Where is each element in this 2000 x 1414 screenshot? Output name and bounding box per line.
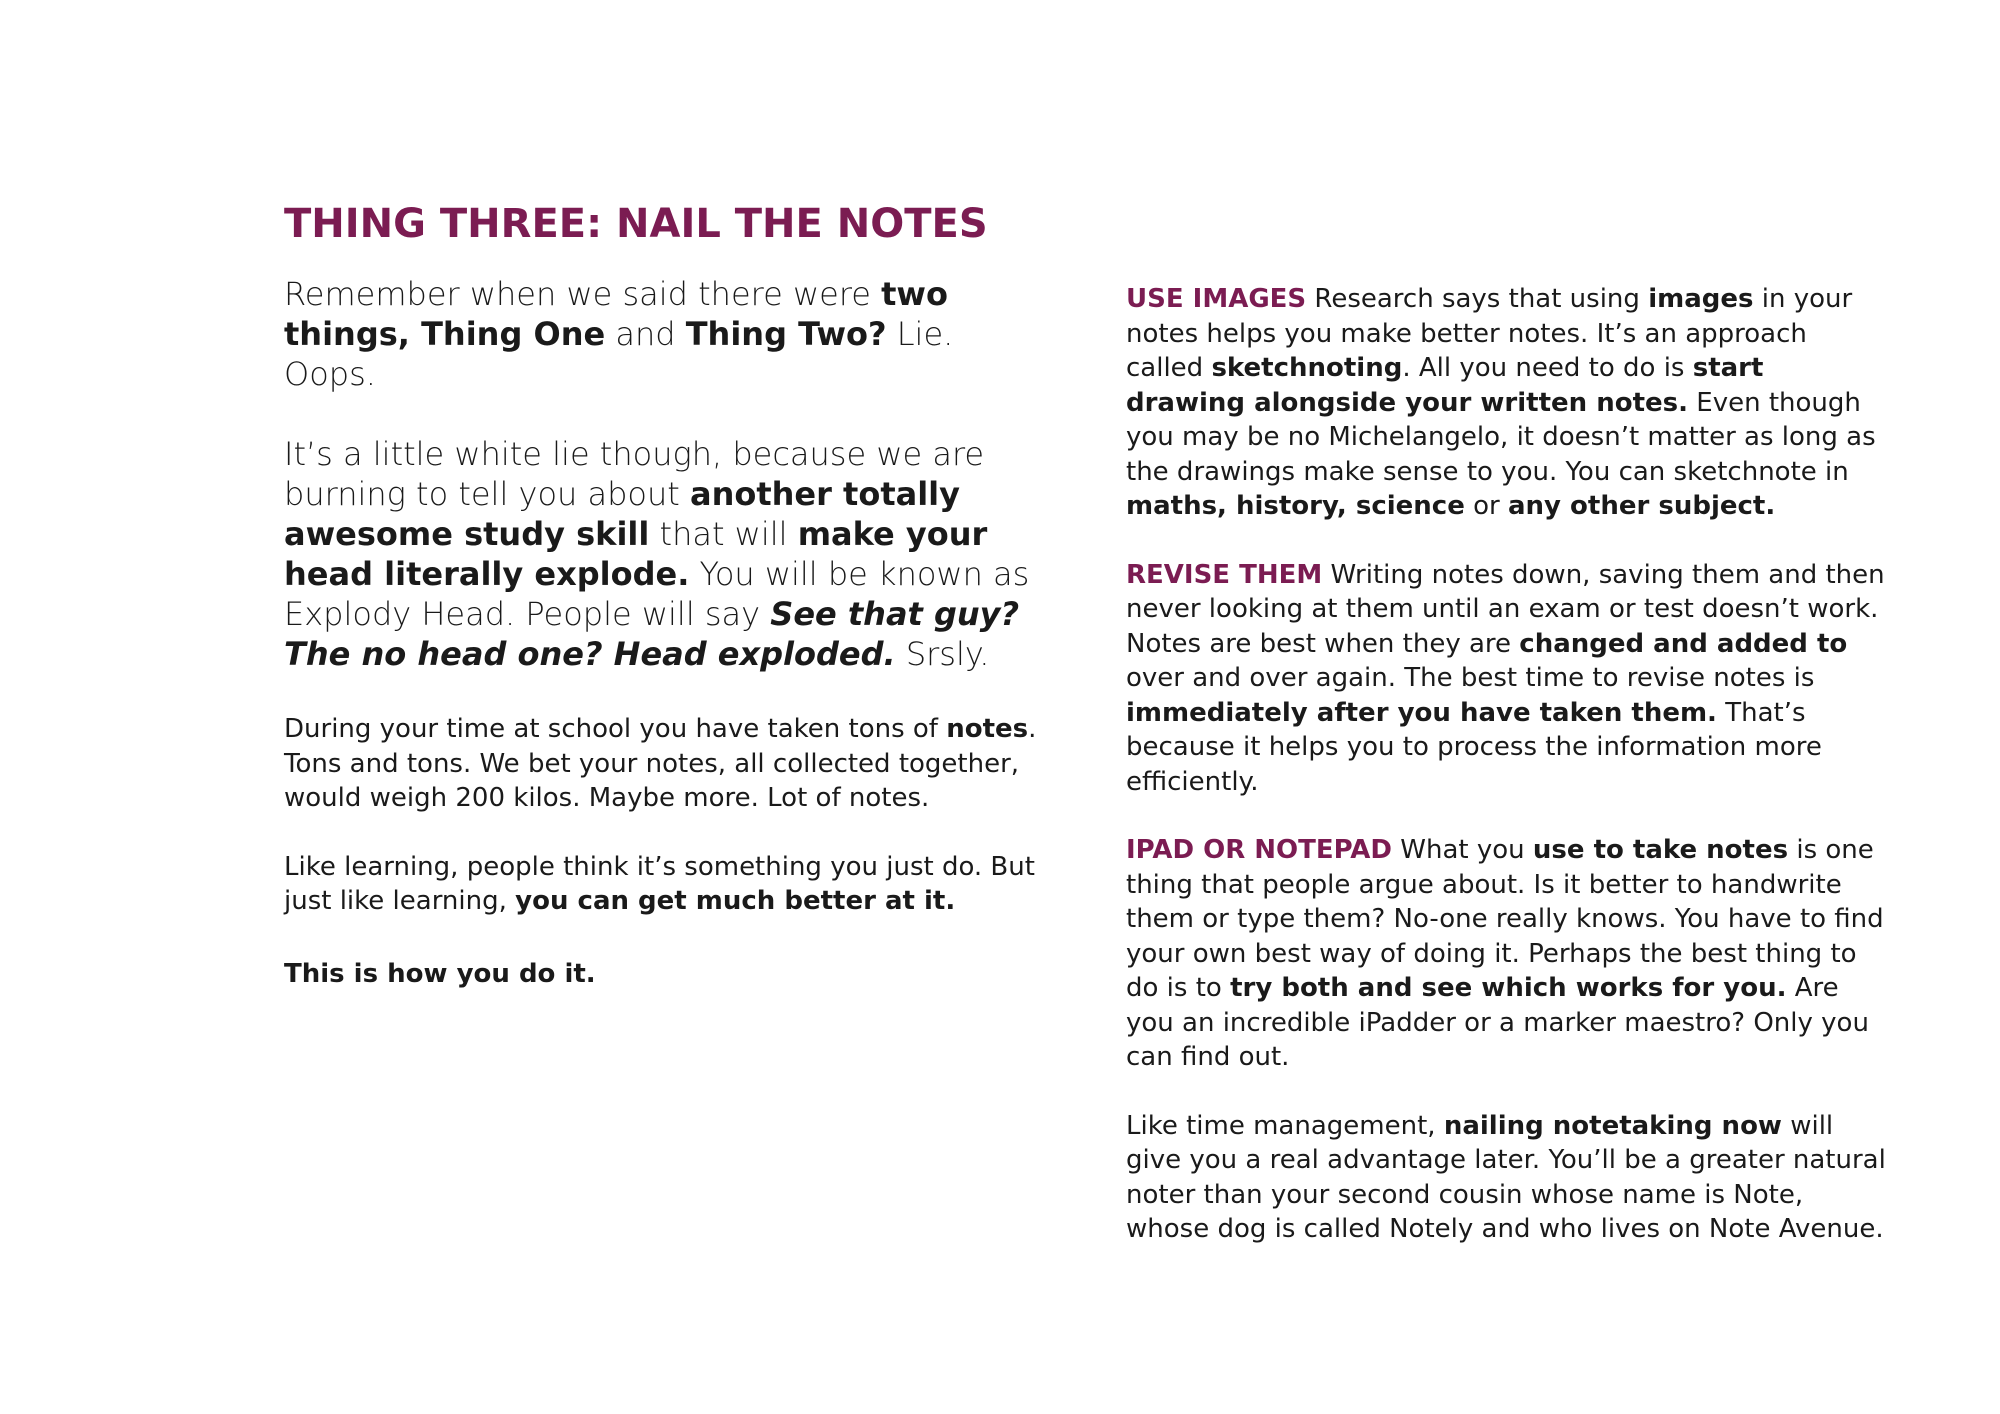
bold-segment: start drawing alongside your written notes. — [1126, 353, 1764, 418]
intro-paragraph — [284, 274, 1044, 394]
text-segment: You can sketchnote — [1565, 456, 1817, 487]
text-segment: in your notes helps you make better notes. It’s an approach called — [1126, 284, 1853, 383]
section-heading: REVISE THEM — [1126, 559, 1323, 590]
text-segment: . Tons and tons. We bet your notes, all collected together, would weigh 200 kilos. Maybe more. Lot of notes. — [284, 714, 1037, 813]
text-segment: will give you a real advantage later. You’ll be a greater natural noter than your second cousin whose name is Note, whose dog is called Notely and who lives on Note Avenue. — [1126, 1110, 1886, 1244]
text-segment: During your time at school you have taken tons of — [284, 714, 947, 744]
text-segment: It’s a little white lie though, because we are burning to tell you about — [284, 435, 985, 513]
bold-segment: any other subject. — [1507, 491, 1776, 521]
text-segment: What you — [1392, 835, 1533, 865]
text-segment: is one thing that people argue about. Is it better to handwrite them or type them? No-one really knows. You have to find your own best way of doing it. Perhaps the best thing to do is to — [1126, 835, 1884, 1003]
text-segment: over and over again. The best time to revise notes is — [1126, 663, 1815, 693]
revise-them-section — [1126, 558, 1886, 800]
bold-segment: try both and see which works for you. — [1230, 973, 1787, 1003]
bold-segment: you can get much better at it. — [515, 886, 956, 916]
section-heading: IPAD OR NOTEPAD — [1126, 835, 1393, 865]
bold-segment: nailing notetaking now — [1443, 1110, 1782, 1141]
bold-segment: changed and added to — [1519, 628, 1848, 659]
text-segment: Even though you may be no Michelangelo, it doesn’t matter as long as the drawings make sense to you. — [1126, 387, 1876, 487]
bold-segment: immediately after you have taken them. — [1126, 697, 1717, 728]
text-segment: Writing notes down, saving them and then never looking at them until an exam or test doesn’t work. Notes are best when they are — [1126, 559, 1885, 659]
bold-italic-segment: See that guy? The no head one? Head exploded. — [284, 595, 1020, 673]
left-column — [284, 274, 1044, 991]
text-segment: that will — [649, 515, 798, 553]
text-segment: Research says that using — [1306, 284, 1649, 314]
learning-paragraph — [284, 850, 1044, 919]
text-segment: You will be known as Explody Head. People will say — [284, 555, 1030, 633]
text-segment: Are you an incredible iPadder or a marker maestro? Only you can find out. — [1126, 973, 1869, 1072]
section-heading: USE IMAGES — [1126, 284, 1307, 314]
how-to-paragraph — [284, 957, 1044, 992]
bold-segment: another totally awesome study skill — [284, 475, 960, 553]
bold-segment: images — [1648, 284, 1754, 314]
right-column — [1126, 282, 1886, 1247]
text-segment: Lie. Oops. — [284, 315, 954, 393]
text-segment: or — [1464, 491, 1508, 521]
bold-segment: Thing Two? — [685, 315, 887, 353]
text-segment: . All you need to do is — [1402, 353, 1693, 383]
time-management-paragraph — [1126, 1109, 1886, 1247]
white-lie-paragraph — [284, 434, 1044, 674]
bold-segment: make your head literally explode. — [284, 515, 988, 593]
bold-segment: This is how you do it. — [284, 958, 596, 989]
text-segment: Like time management, — [1126, 1110, 1444, 1141]
bold-segment: maths, history, science — [1126, 491, 1465, 521]
text-segment: and — [605, 315, 686, 353]
text-segment: That’s because it helps you to process the information more efficiently. — [1126, 697, 1822, 797]
bold-segment: two things, Thing One — [284, 275, 948, 353]
notes-paragraph — [284, 712, 1044, 816]
bold-segment: use to take notes — [1532, 835, 1789, 865]
bold-segment: sketchnoting — [1211, 353, 1403, 383]
use-images-section — [1126, 282, 1886, 524]
text-segment: Srsly. — [895, 635, 990, 673]
text-segment: Remember when we said there were — [284, 275, 882, 313]
text-segment: in — [1816, 456, 1849, 487]
bold-segment: notes — [946, 714, 1029, 744]
page-title: THING THREE: NAIL THE NOTES — [284, 201, 988, 247]
text-segment: Like learning, people think it’s something you just do. But just like learning, — [284, 851, 1035, 916]
ipad-or-notepad-section — [1126, 833, 1886, 1075]
